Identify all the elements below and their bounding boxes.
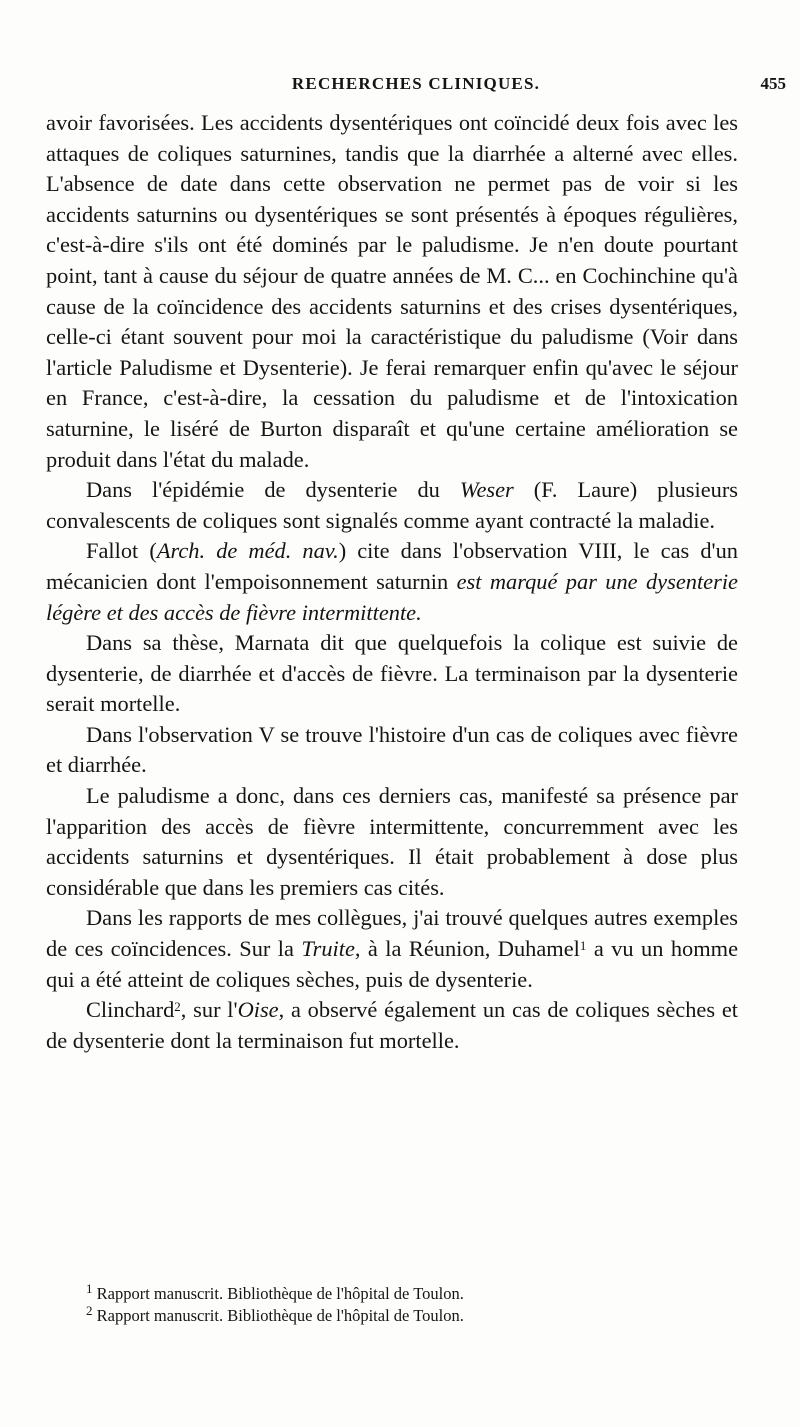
text-run: Dans sa thèse, Marnata dit que quelquefois la colique est suivie de dysenterie, de diarrhée et d'accès de fièvre. La terminaison par la dysenterie serait mortelle. — [46, 630, 738, 717]
text-run: Dans les rapports de mes collègues, j'ai trouvé quelques autres exemples de ces coïncidences. Sur la — [46, 905, 738, 962]
paragraph — [46, 536, 738, 628]
paragraph — [46, 720, 738, 781]
italic-text: Oise — [237, 997, 279, 1023]
footnote-mark: 1 — [86, 1281, 93, 1296]
paragraph — [46, 995, 738, 1056]
text-run: , a observé également un cas de coliques sèches et de dysenterie dont la terminaison fut mortelle. — [46, 997, 739, 1053]
text-run: , sur l' — [180, 997, 238, 1023]
text-run: Dans l'observation V se trouve l'histoire d'un cas de coliques avec fièvre et diarrhée. — [46, 721, 738, 778]
text-run: avoir favorisées. Les accidents dysentériques ont coïncidé deux fois avec les attaques de coliques saturnines, tandis que la diarrhée a alterné avec elles. L'absence de date dans cette observation ne permet pas de voir si les accidents saturnins ou dysentériques se sont présentés à époques régulières, c'est-à-dire s'ils ont été dominés par le paludisme. Je n'en doute pourtant point, tant à cause du séjour de quatre années de M. C... en Cochinchine qu'à cause de la coïncidence des accidents saturnins et des crises dysentériques, celle-ci étant souvent pour moi la caractéristique du paludisme (Voir dans l'article Paludisme et Dysenterie). Je ferai remarquer enfin qu'avec le séjour en France, c'est-à-dire, la cessation du paludisme et de l'intoxication saturnine, le liséré de Burton disparaît et qu'une certaine amélioration se produit dans l'état du malade. — [46, 110, 738, 472]
paragraph — [46, 628, 738, 720]
paragraph — [46, 108, 738, 475]
text-run: Dans l'épidémie de dysenterie du — [86, 477, 460, 503]
italic-text: Arch. de méd. nav. — [156, 538, 339, 564]
text-run: Le paludisme a donc, dans ces derniers cas, manifesté sa présence par l'apparition des accès de fièvre intermittente, concurremment avec les accidents saturnins et dysentériques. Il était probablement à dose plus considérable que dans les premiers cas cités. — [46, 783, 738, 900]
body-text — [46, 108, 738, 1056]
running-title: RECHERCHES CLINIQUES. — [291, 74, 541, 93]
italic-text: Weser — [459, 477, 514, 503]
running-head — [46, 74, 786, 98]
text-run: Fallot ( — [86, 538, 157, 564]
footnote — [46, 1305, 738, 1327]
footnote-mark: 2 — [86, 1303, 93, 1318]
footnote-ref: 1 — [579, 938, 587, 954]
italic-text: Truite — [301, 936, 355, 962]
paragraph — [46, 781, 738, 903]
page-number: 455 — [760, 74, 786, 93]
text-run: Clinchard — [86, 997, 175, 1023]
paragraph — [46, 475, 738, 536]
text-run: , à la Réunion, Duhamel — [354, 936, 580, 962]
italic-text: est marqué par une dysenterie légère et des accès de fièvre intermittente. — [46, 568, 738, 625]
footnotes — [46, 1283, 738, 1327]
footnote-text: Rapport manuscrit. Bibliothèque de l'hôpital de Toulon. — [92, 1306, 464, 1325]
text-run: ) cite dans l'observation VIII, le cas d'un mécanicien dont l'empoisonnement saturnin — [46, 538, 738, 594]
text-run: a vu un homme qui a été atteint de coliques sèches, puis de dysenterie. — [46, 936, 739, 992]
text-run: (F. Laure) plusieurs convalescents de coliques sont signalés comme ayant contracté la maladie. — [46, 477, 738, 533]
footnote-text: Rapport manuscrit. Bibliothèque de l'hôpital de Toulon. — [92, 1284, 464, 1303]
paragraph — [46, 903, 738, 995]
footnote — [46, 1283, 738, 1305]
footnote-ref: 2 — [174, 999, 181, 1015]
